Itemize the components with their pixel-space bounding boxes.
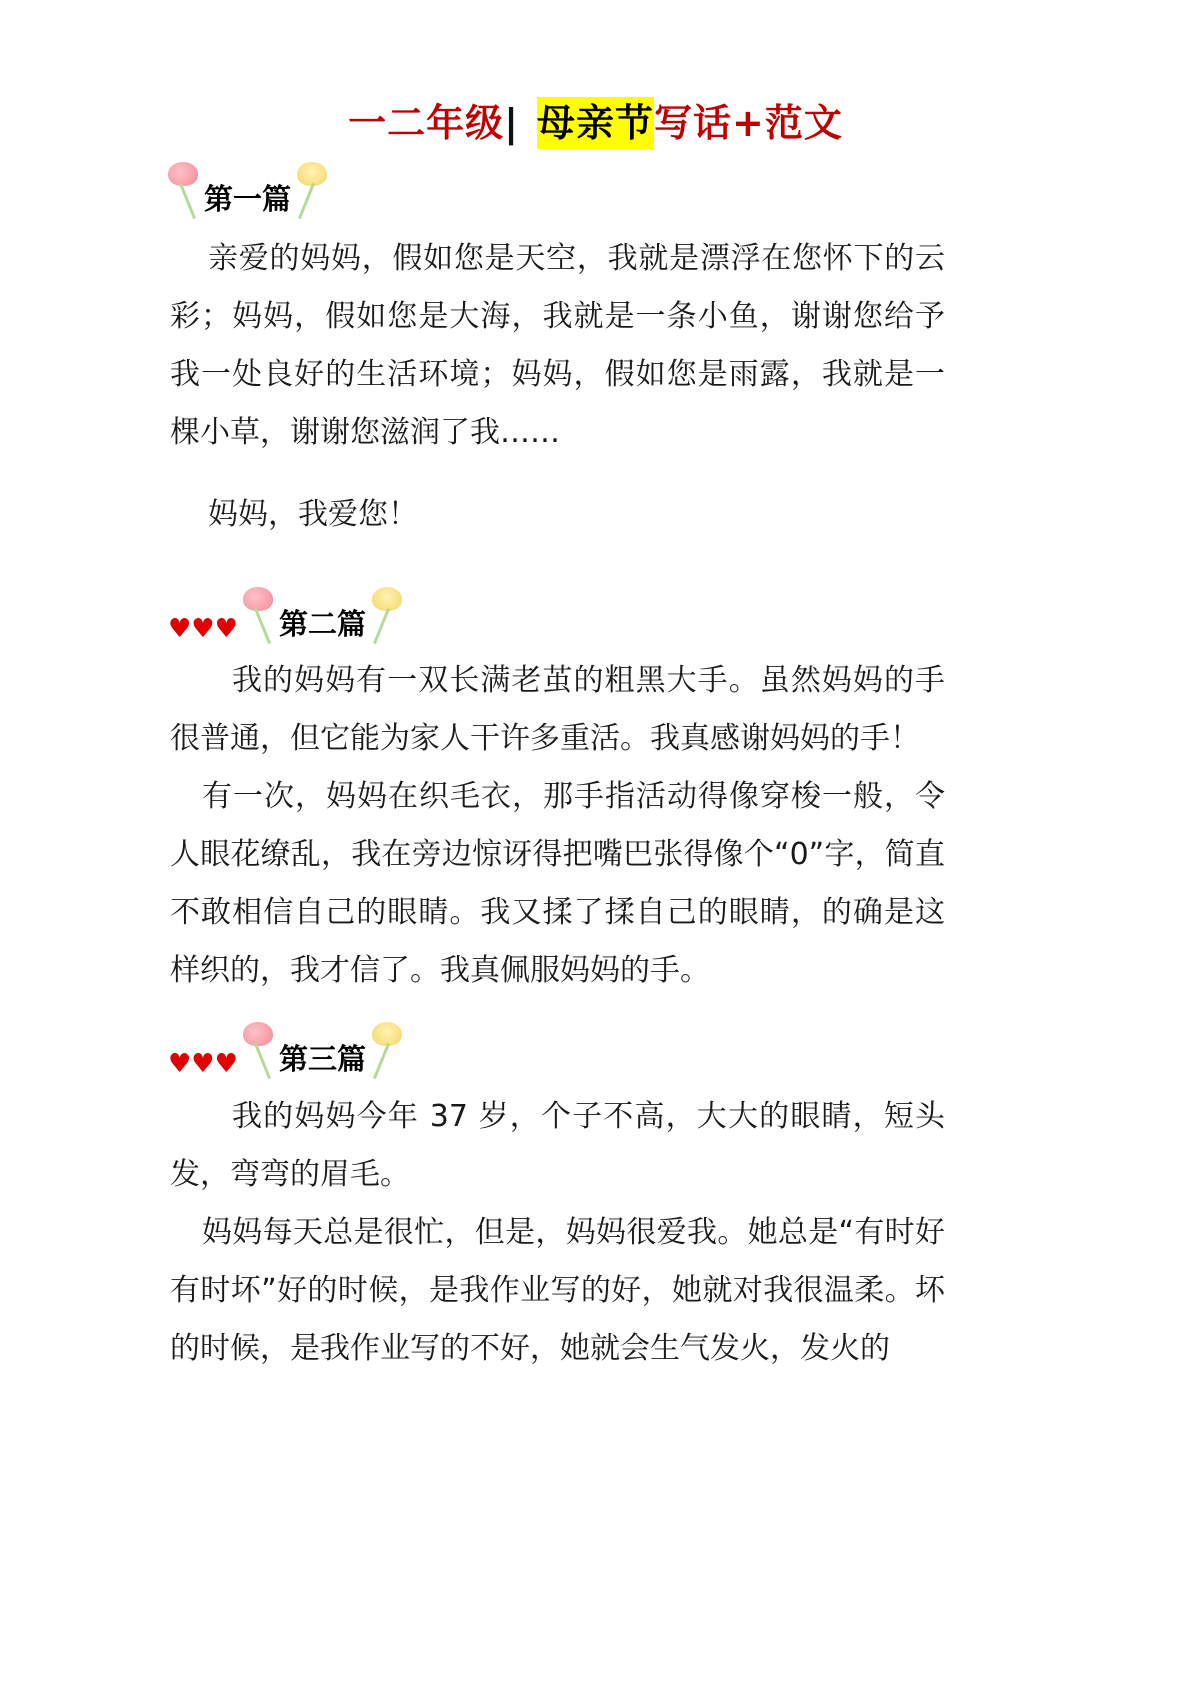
title-suffix: 写话+范文: [654, 101, 843, 145]
yellow-carnation-icon: [368, 1022, 402, 1080]
title-grade: 一二年级: [348, 101, 505, 145]
section-heading-2: [168, 575, 402, 645]
section-title: 第一篇: [204, 182, 292, 216]
paragraph: 我的妈妈今年 37 岁，个子不高，大大的眼睛，短头发，弯弯的眉毛。: [170, 1099, 945, 1192]
title-highlight: 母亲节: [537, 97, 654, 149]
paragraph: 妈妈，我爱您！: [208, 497, 418, 532]
pink-carnation-icon: [168, 162, 202, 220]
page-title: [0, 92, 1191, 147]
section-title: 第三篇: [278, 1042, 366, 1076]
section-title: 第二篇: [278, 607, 366, 641]
paragraph: 我的妈妈有一双长满老茧的粗黑大手。虽然妈妈的手很普通，但它能为家人干许多重活。我真感谢妈妈的手！: [170, 663, 945, 756]
title-separator: |: [504, 101, 520, 145]
pink-carnation-icon: [243, 587, 277, 645]
pink-carnation-icon: [243, 1022, 277, 1080]
section-heading-1: [168, 150, 327, 220]
section-heading-3: [168, 1010, 402, 1080]
paragraph: 亲爱的妈妈，假如您是天空，我就是漂浮在您怀下的云彩；妈妈，假如您是大海，我就是一条小鱼，谢谢您给予我一处良好的生活环境；妈妈，假如您是雨露，我就是一棵小草，谢谢您滋润了我……: [170, 241, 945, 450]
yellow-carnation-icon: [293, 162, 327, 220]
hearts-icon: ♥♥♥: [168, 614, 238, 644]
hearts-icon: ♥♥♥: [168, 1049, 238, 1079]
paragraph: 妈妈每天总是很忙，但是，妈妈很爱我。她总是“有时好有时坏”好的时候，是我作业写的好，她就对我很温柔。坏的时候，是我作业写的不好，她就会生气发火，发火的: [170, 1215, 945, 1366]
yellow-carnation-icon: [368, 587, 402, 645]
paragraph: 有一次，妈妈在织毛衣，那手指活动得像穿梭一般，令人眼花缭乱，我在旁边惊讶得把嘴巴张得像个“0”字，简直不敢相信自己的眼睛。我又揉了揉自己的眼睛，的确是这样织的，我才信了。我真佩服妈妈的手。: [170, 779, 945, 988]
